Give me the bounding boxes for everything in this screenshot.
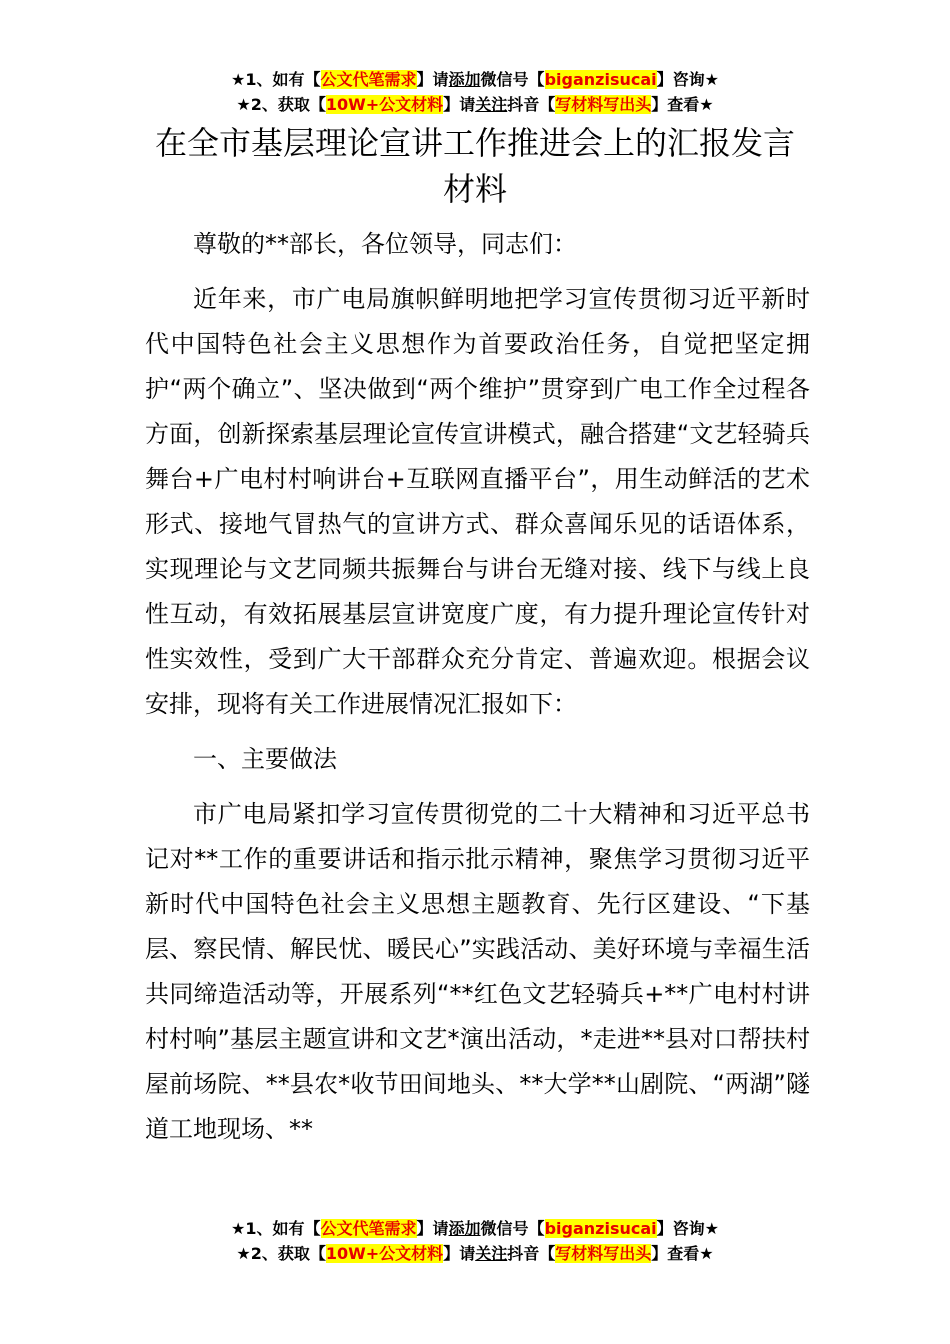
promo-line-2: [0, 92, 950, 117]
promo-highlight: 10W+公文材料: [325, 1244, 444, 1263]
promo-text: 】请: [416, 70, 449, 89]
promo-underline: 添加: [448, 70, 481, 89]
promo-text: 】请: [443, 1244, 476, 1263]
promo-highlight: 公文代笔需求: [320, 1219, 417, 1238]
promo-text: 】咨询★: [656, 1219, 719, 1238]
promo-line-2: [0, 1241, 950, 1266]
promo-text: 微信号【: [480, 70, 545, 89]
promo-highlight: biganzisucai: [544, 1219, 657, 1238]
bottom-promo-banner: [0, 1216, 950, 1266]
promo-text: 】查看★: [651, 95, 714, 114]
promo-text: ★1、如有【: [231, 1219, 321, 1238]
promo-line-1: [0, 1216, 950, 1241]
promo-text: ★2、获取【: [236, 1244, 326, 1263]
promo-text: 抖音【: [507, 1244, 556, 1263]
promo-highlight: 公文代笔需求: [320, 70, 417, 89]
promo-line-1: [0, 67, 950, 92]
promo-underline: 关注: [475, 95, 508, 114]
promo-highlight: 写材料写出头: [555, 95, 652, 114]
promo-text: 】查看★: [651, 1244, 714, 1263]
promo-highlight: 10W+公文材料: [325, 95, 444, 114]
promo-text: 】请: [443, 95, 476, 114]
paragraph: 近年来，市广电局旗帜鲜明地把学习宣传贯彻习近平新时代中国特色社会主义思想作为首要政治任务，自觉把坚定拥护“两个确立”、坚决做到“两个维护”贯穿到广电工作全过程各方面，创新探索基层理论宣传宣讲模式，融合搭建“文艺轻骑兵舞台+广电村村响讲台+互联网直播平台”，用生动鲜活的艺术形式、接地气冒热气的宣讲方式、群众喜闻乐见的话语体系，实现理论与文艺同频共振舞台与讲台无缝对接、线下与线上良性互动，有效拓展基层宣讲宽度广度，有力提升理论宣传针对性实效性，受到广大干部群众充分肯定、普遍欢迎。根据会议安排，现将有关工作进展情况汇报如下：: [145, 285, 810, 718]
promo-underline: 关注: [475, 1244, 508, 1263]
promo-highlight: biganzisucai: [544, 70, 657, 89]
section-heading: 一、主要做法: [193, 745, 337, 773]
top-promo-banner: [0, 67, 950, 117]
promo-highlight: 写材料写出头: [555, 1244, 652, 1263]
promo-text: 】请: [416, 1219, 449, 1238]
promo-text: 微信号【: [480, 1219, 545, 1238]
promo-underline: 添加: [448, 1219, 481, 1238]
promo-text: ★2、获取【: [236, 95, 326, 114]
document-title: 在全市基层理论宣讲工作推进会上的汇报发言材料: [154, 124, 795, 208]
salutation: 尊敬的**部长，各位领导，同志们：: [193, 230, 577, 258]
paragraph: 市广电局紧扣学习宣传贯彻党的二十大精神和习近平总书记对**工作的重要讲话和指示批示精神，聚焦学习贯彻习近平新时代中国特色社会主义思想主题教育、先行区建设、“下基层、察民情、解民忧、暖民心”实践活动、美好环境与幸福生活共同缔造活动等，开展系列“**红色文艺轻骑兵+**广电村村讲村村响”基层主题宣讲和文艺*演出活动，*走进**县对口帮扶村屋前场院、**县农*收节田间地头、**大学**山剧院、“两湖”隧道工地现场、**: [145, 800, 810, 1143]
promo-text: 抖音【: [507, 95, 556, 114]
promo-text: ★1、如有【: [231, 70, 321, 89]
document-body: [145, 222, 810, 1162]
promo-text: 】咨询★: [656, 70, 719, 89]
